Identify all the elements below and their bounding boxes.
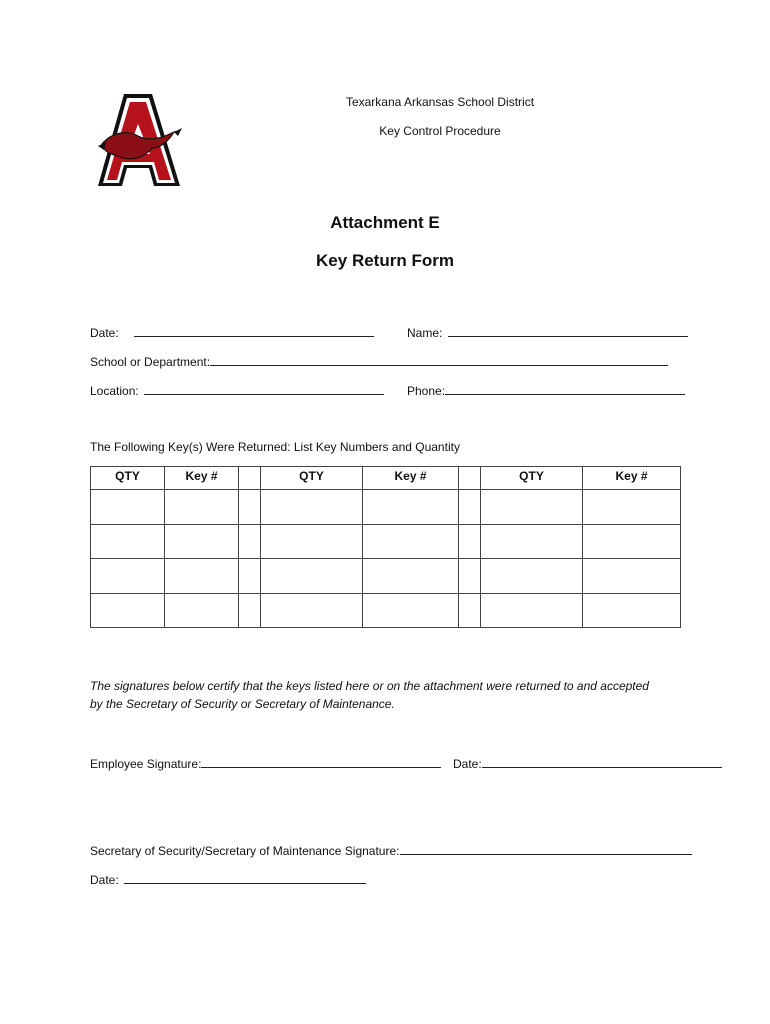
name-label: Name: bbox=[407, 326, 443, 340]
table-cell[interactable] bbox=[481, 524, 583, 559]
table-cell[interactable] bbox=[91, 593, 165, 628]
secretary-date-field bbox=[90, 871, 366, 887]
date-field bbox=[90, 324, 374, 340]
table-cell[interactable] bbox=[261, 490, 363, 525]
table-cell[interactable] bbox=[91, 490, 165, 525]
school-label: School or Department: bbox=[90, 355, 211, 369]
header-key: Key # bbox=[165, 467, 239, 490]
header-key: Key # bbox=[583, 467, 681, 490]
secretary-signature-field bbox=[90, 842, 692, 858]
table-cell[interactable] bbox=[363, 524, 459, 559]
secretary-signature-line[interactable] bbox=[400, 842, 692, 855]
table-cell[interactable] bbox=[261, 559, 363, 594]
employee-signature-label: Employee Signature: bbox=[90, 757, 202, 771]
header-spacer bbox=[239, 467, 261, 490]
table-cell[interactable] bbox=[583, 524, 681, 559]
procedure-name: Key Control Procedure bbox=[379, 124, 501, 138]
certification-text: The signatures below certify that the keys listed here or on the attachment were returned to and accepted by the Secretary of Security or Secretary of Maintenance. bbox=[90, 679, 649, 711]
form-title: Key Return Form bbox=[316, 251, 454, 270]
header-qty: QTY bbox=[261, 467, 363, 490]
table-cell[interactable] bbox=[481, 559, 583, 594]
name-line[interactable] bbox=[448, 324, 688, 337]
table-cell bbox=[459, 490, 481, 525]
table-cell[interactable] bbox=[363, 490, 459, 525]
date-line[interactable] bbox=[134, 324, 374, 337]
location-line[interactable] bbox=[144, 382, 384, 395]
table-cell[interactable] bbox=[363, 559, 459, 594]
table-header-row bbox=[91, 467, 681, 490]
location-label: Location: bbox=[90, 384, 139, 398]
phone-line[interactable] bbox=[445, 382, 685, 395]
table-cell[interactable] bbox=[583, 593, 681, 628]
table-cell[interactable] bbox=[165, 559, 239, 594]
table-cell[interactable] bbox=[583, 559, 681, 594]
table-cell bbox=[239, 524, 261, 559]
table-cell[interactable] bbox=[481, 593, 583, 628]
employee-signature-line[interactable] bbox=[201, 755, 441, 768]
secretary-date-label: Date: bbox=[90, 873, 119, 887]
name-field bbox=[407, 324, 688, 340]
employee-date-field bbox=[453, 755, 722, 771]
table-caption: The Following Key(s) Were Returned: List Key Numbers and Quantity bbox=[90, 440, 460, 454]
phone-field bbox=[407, 382, 685, 398]
table-cell[interactable] bbox=[165, 490, 239, 525]
attachment-title: Attachment E bbox=[330, 213, 440, 232]
table-row bbox=[91, 524, 681, 559]
table-cell bbox=[459, 559, 481, 594]
table-cell bbox=[459, 524, 481, 559]
secretary-date-line[interactable] bbox=[124, 871, 366, 884]
district-name: Texarkana Arkansas School District bbox=[345, 95, 535, 109]
header-qty: QTY bbox=[91, 467, 165, 490]
employee-date-line[interactable] bbox=[482, 755, 722, 768]
table-cell bbox=[239, 559, 261, 594]
table-cell[interactable] bbox=[261, 593, 363, 628]
district-logo bbox=[94, 92, 184, 190]
location-field bbox=[90, 382, 384, 398]
date-label: Date: bbox=[90, 326, 119, 340]
table-row bbox=[91, 490, 681, 525]
table-cell[interactable] bbox=[583, 490, 681, 525]
table-cell[interactable] bbox=[91, 524, 165, 559]
table-cell[interactable] bbox=[165, 524, 239, 559]
school-field bbox=[90, 353, 668, 369]
table-cell bbox=[459, 593, 481, 628]
table-cell[interactable] bbox=[165, 593, 239, 628]
table-cell[interactable] bbox=[363, 593, 459, 628]
header-qty: QTY bbox=[481, 467, 583, 490]
phone-label: Phone: bbox=[407, 384, 446, 398]
key-table bbox=[90, 466, 681, 628]
header-spacer bbox=[459, 467, 481, 490]
table-row bbox=[91, 559, 681, 594]
table-row bbox=[91, 593, 681, 628]
table-cell[interactable] bbox=[481, 490, 583, 525]
employee-signature-field bbox=[90, 755, 441, 771]
school-line[interactable] bbox=[210, 353, 668, 366]
table-cell bbox=[239, 490, 261, 525]
table-cell[interactable] bbox=[261, 524, 363, 559]
table-cell[interactable] bbox=[91, 559, 165, 594]
table-cell bbox=[239, 593, 261, 628]
secretary-signature-label: Secretary of Security/Secretary of Maintenance Signature: bbox=[90, 844, 400, 858]
employee-date-label: Date: bbox=[453, 757, 482, 771]
header-key: Key # bbox=[363, 467, 459, 490]
